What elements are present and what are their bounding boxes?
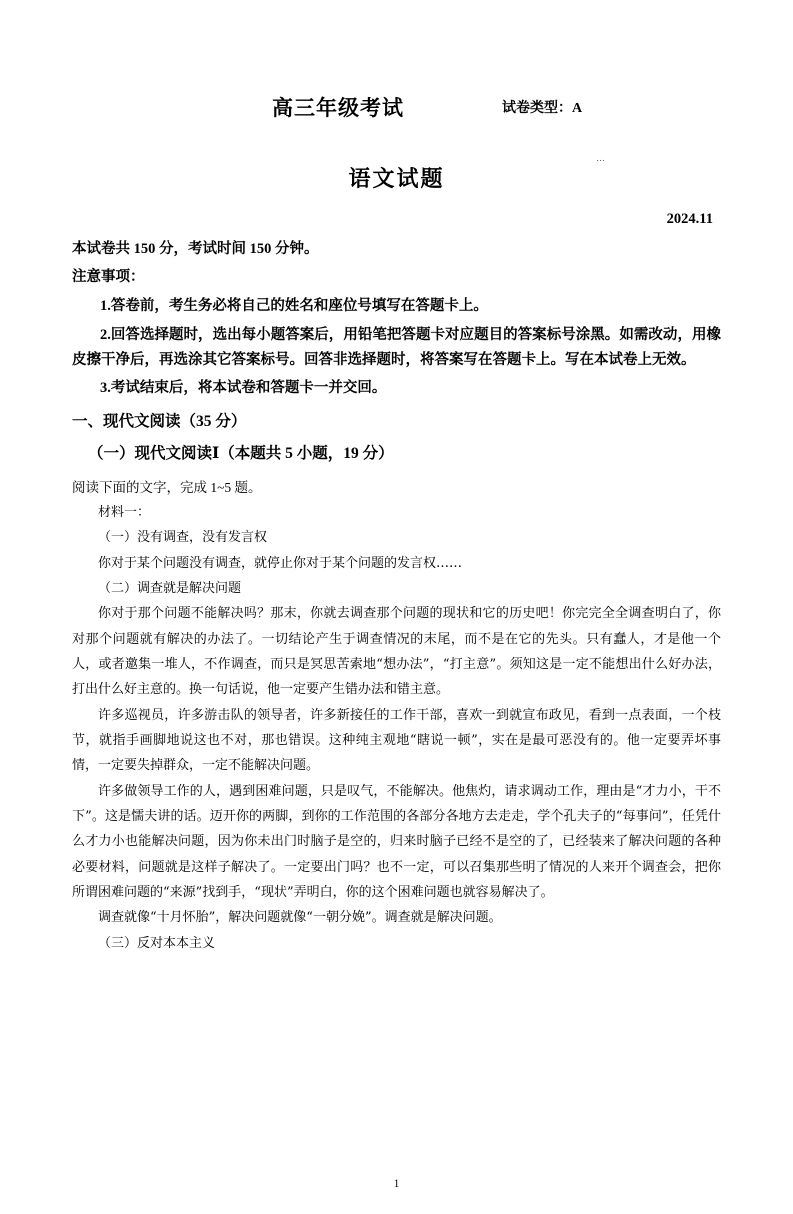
notice-item: 1.答卷前，考生务必将自己的姓名和座位号填写在答题卡上。 — [100, 297, 488, 314]
subject-title: 语文试题 — [348, 166, 445, 191]
notice-heading: 注意事项： — [72, 269, 145, 286]
document-header — [72, 92, 721, 120]
section-heading-one: 一、现代文阅读（35 分） — [72, 413, 247, 431]
corner-marker: … — [596, 153, 605, 163]
body-paragraph: （三）反对本本主义 — [98, 935, 216, 951]
body-paragraph: 许多做领导工作的人，遇到困难问题，只是叹气，不能解决。他焦灼，请求调动工作，理由是“才力小，干不下”。这是懦夫讲的话。迈开你的两脚，到你的工作范围的各部分各地方去走走，学个孔夫子的“每事问”，任凭什么才力小也能解决问题，因为你未出门时脑子是空的，归来时脑子已经不是空的了，已经装来了解决问题的各种必要材料，问题就是这样子解决了。一定要出门吗？也不一定，可以召集那些明了情况的人来开个调查会，把你所谓困难问题的“来源”找到手，“现状”弄明白，你的这个困难问题也就容易解决了。 — [72, 783, 721, 900]
score-time-line: 本试卷共 150 分，考试时间 150 分钟。 — [72, 241, 319, 257]
exam-date: 2024.11 — [666, 211, 713, 227]
page-number: 1 — [393, 1178, 400, 1190]
paper-type-label: 试卷类型：A — [502, 101, 583, 116]
notice-item: 3.考试结束后，将本试卷和答题卡一并交回。 — [100, 380, 387, 397]
notice-item: 2.回答选择题时，选出每小题答案后，用铅笔把答题卡对应题目的答案标号涂黑。如需改动，用橡皮擦干净后，再选涂其它答案标号。回答非选择题时，将答案写在答题卡上。写在本试卷上无效。 — [72, 326, 721, 368]
body-paragraph: 许多巡视员，许多游击队的领导者，许多新接任的工作干部，喜欢一到就宣布政见，看到一点表面，一个枝节，就指手画脚地说这也不对，那也错误。这种纯主观地“瞎说一顿”，实在是最可恶没有的。他一定要弄坏事情，一定要失掉群众，一定不能解决问题。 — [72, 707, 721, 774]
subsection-heading-one: （一）现代文阅读Ⅰ（本题共 5 小题，19 分） — [88, 444, 394, 462]
body-paragraph: 调查就像“十月怀胎”，解决问题就像“一朝分娩”。调查就是解决问题。 — [98, 910, 502, 926]
body-paragraph: 你对于某个问题没有调查，就停止你对于某个问题的发言权…… — [98, 555, 463, 571]
reading-instruction: 阅读下面的文字，完成 1~5 题。 — [72, 479, 262, 495]
body-paragraph: （二）调查就是解决问题 — [98, 580, 242, 596]
body-paragraph: 你对于那个问题不能解决吗？那末，你就去调查那个问题的现状和它的历史吧！你完完全全调查明白了，你对那个问题就有解决的办法了。一切结论产生于调查情况的末尾，而不是在它的先头。只有蠢人，才是他一个人，或者邀集一堆人，不作调查，而只是冥思苦索地“想办法”，“打主意”。须知这是一定不能想出什么好办法，打出什么好主意的。换一句话说，他一定要产生错办法和错主意。 — [72, 606, 721, 698]
body-paragraph: （一）没有调查，没有发言权 — [98, 530, 268, 546]
material-label: 材料一： — [98, 504, 151, 520]
exam-title: 高三年级考试 — [272, 96, 404, 120]
document-page — [0, 92, 793, 1214]
